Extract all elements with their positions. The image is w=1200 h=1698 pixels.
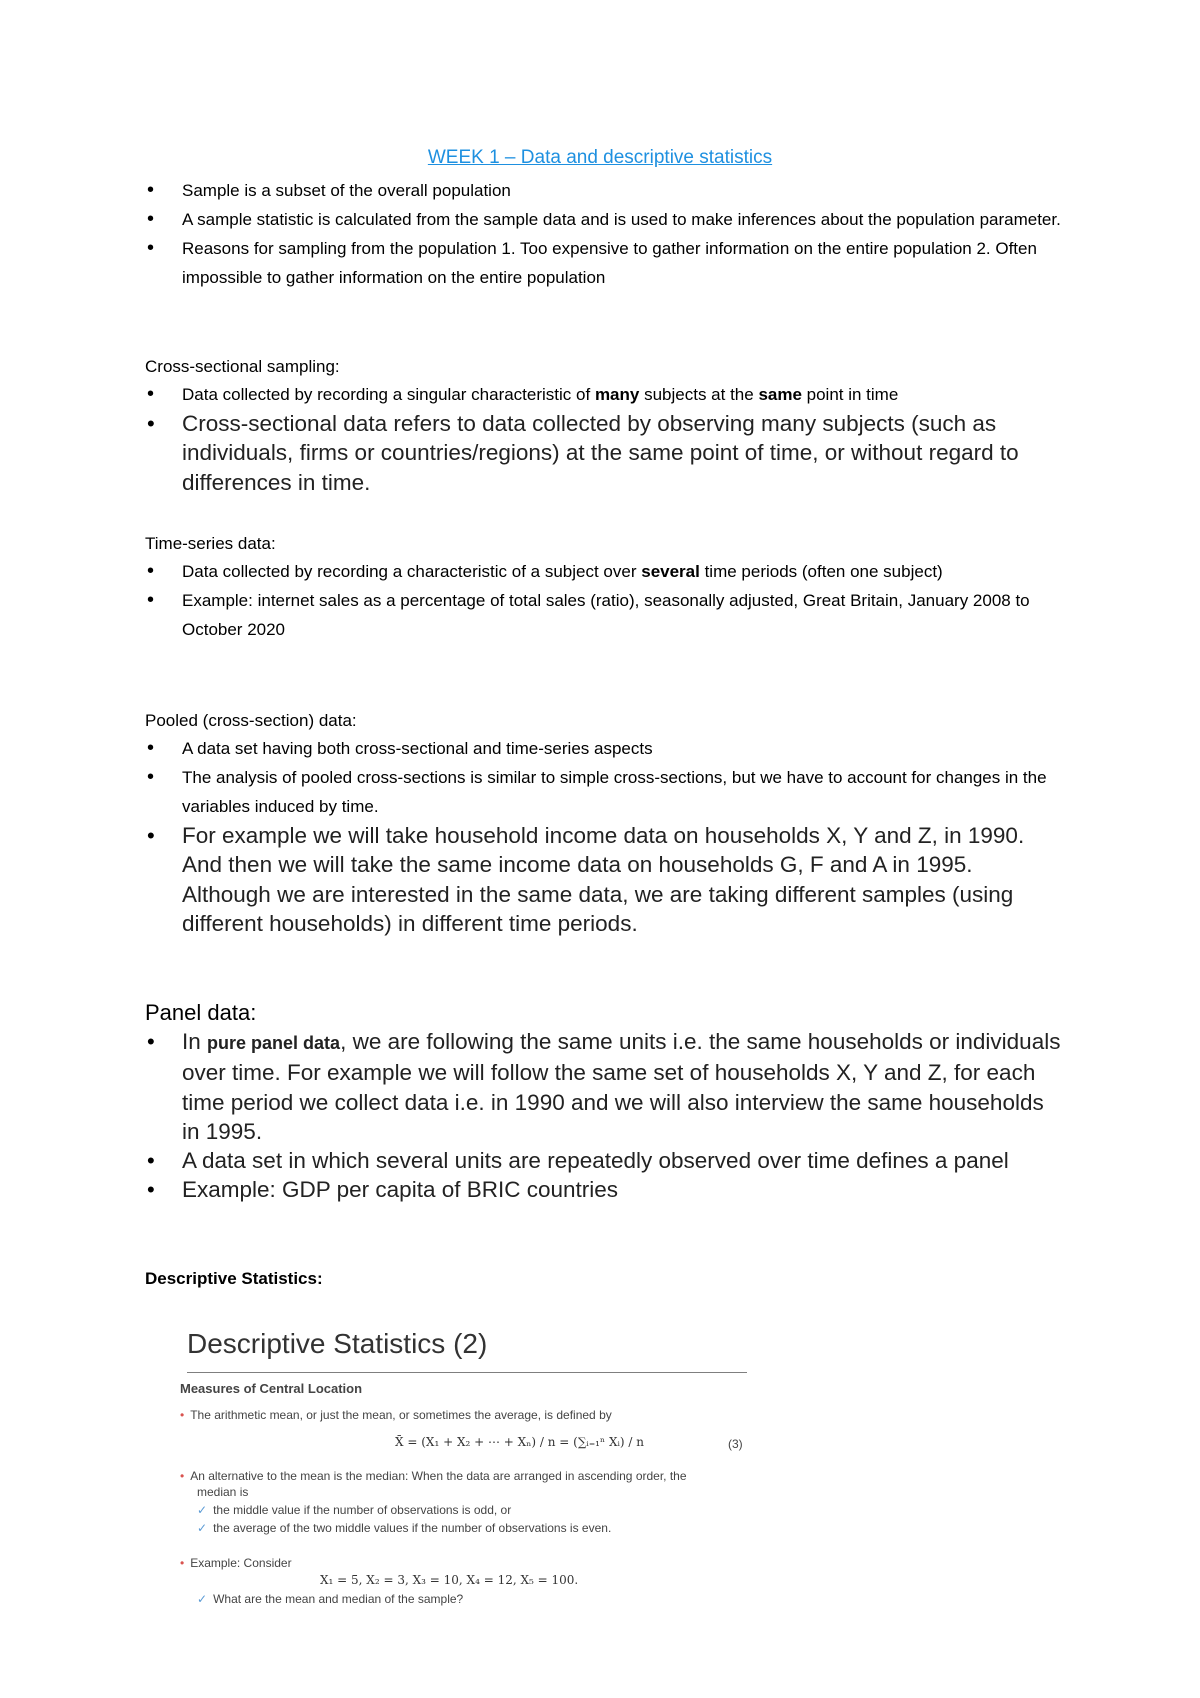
list-item: • A sample statistic is calculated from the sample data and is used to make inferences about the population parameter. — [145, 205, 1065, 234]
descriptive-section — [145, 1265, 1065, 1292]
section-heading: Descriptive Statistics: — [145, 1269, 323, 1288]
list-item: • Data collected by recording a singular characteristic of many subjects at the same point in time — [145, 380, 1065, 409]
slide-subtitle: Measures of Central Location — [180, 1381, 363, 1396]
list-item: • Example: internet sales as a percentage of total sales (ratio), seasonally adjusted, Great Britain, January 2008 to October 2020 — [145, 586, 1065, 644]
slide-divider — [187, 1372, 747, 1373]
cross-sectional-section — [145, 353, 1065, 497]
checkmark-icon: ✓ — [197, 1521, 208, 1535]
slide-bullet: • An alternative to the mean is the median: When the data are arranged in ascending order, the — [180, 1469, 687, 1483]
slide-bullet: • The arithmetic mean, or just the mean, or sometimes the average, is defined by — [180, 1408, 612, 1422]
panel-section — [145, 998, 1065, 1205]
list-item: • Example: GDP per capita of BRIC countries — [145, 1175, 1065, 1204]
mean-formula: X̄ = (X₁ + X₂ + ⋯ + Xₙ) / n = (∑ᵢ₌₁ⁿ Xᵢ) / n — [395, 1435, 645, 1449]
section-heading: Panel data: — [145, 1000, 257, 1025]
list-item: • Data collected by recording a characteristic of a subject over several time periods (often one subject) — [145, 557, 1065, 586]
section-heading: Cross-sectional sampling: — [145, 357, 340, 376]
bullet-icon: • — [180, 1469, 185, 1483]
bullet-icon: • — [180, 1408, 185, 1422]
equation-number: (3) — [728, 1437, 743, 1451]
slide-bullet: • Example: Consider — [180, 1556, 292, 1570]
intro-section — [145, 176, 1065, 292]
list-item: • A data set in which several units are repeatedly observed over time defines a panel — [145, 1146, 1065, 1175]
section-heading: Pooled (cross-section) data: — [145, 711, 357, 730]
list-item: • Reasons for sampling from the population 1. Too expensive to gather information on the entire population 2. Often impossible to gather information on the entire population — [145, 234, 1065, 292]
slide-check-item: ✓ What are the mean and median of the sample? — [197, 1592, 464, 1606]
pooled-section — [145, 707, 1065, 938]
slide-text: median is — [197, 1485, 249, 1499]
slide-check-item: ✓ the average of the two middle values if the number of observations is even. — [197, 1521, 612, 1535]
checkmark-icon: ✓ — [197, 1503, 208, 1517]
document-title: WEEK 1 – Data and descriptive statistics — [427, 147, 773, 168]
checkmark-icon: ✓ — [197, 1592, 208, 1606]
list-item: • Sample is a subset of the overall population — [145, 176, 1065, 205]
list-item: • The analysis of pooled cross-sections is similar to simple cross-sections, but we have to account for changes in the variables induced by time. — [145, 763, 1065, 821]
list-item: • In pure panel data, we are following the same units i.e. the same households or individuals over time. For example we will follow the same set of households X, Y and Z, for each time period we collect data i.e. in 1990 and we will also interview the same households in 1995. — [145, 1027, 1065, 1146]
section-heading: Time-series data: — [145, 534, 276, 553]
slide-check-item: ✓ the middle value if the number of observations is odd, or — [197, 1503, 512, 1517]
time-series-section — [145, 530, 1065, 644]
list-item: • A data set having both cross-sectional and time-series aspects — [145, 734, 1065, 763]
slide-title: Descriptive Statistics (2) — [187, 1328, 488, 1359]
bullet-icon: • — [180, 1556, 185, 1570]
list-item: • Cross-sectional data refers to data collected by observing many subjects (such as individuals, firms or countries/regions) at the same point of time, or without regard to differences in time. — [145, 409, 1065, 497]
list-item: • For example we will take household income data on households X, Y and Z, in 1990. And then we will take the same income data on households G, F and A in 1995. Although we are interested in the same data, we are taking different samples (using different households) in different time periods. — [145, 821, 1065, 938]
example-values: X₁ = 5, X₂ = 3, X₃ = 10, X₄ = 12, X₅ = 100. — [320, 1573, 579, 1587]
slide-image — [180, 1320, 760, 1620]
